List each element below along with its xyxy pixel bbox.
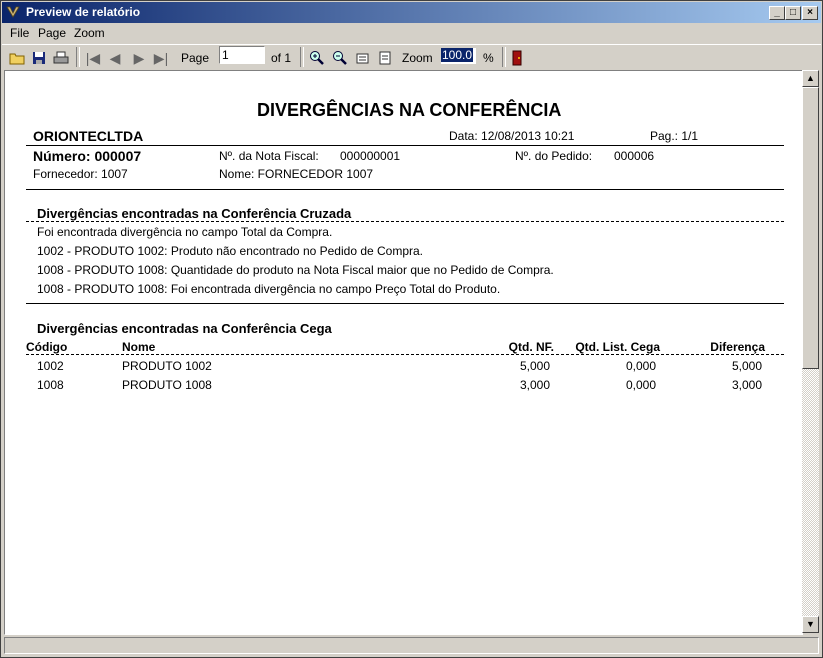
cell-qty-nf: 5,000 [519, 359, 550, 373]
menu-bar [2, 24, 821, 43]
toolbar-separator [76, 47, 80, 67]
header-rule [26, 145, 784, 146]
close-button[interactable]: × [802, 6, 818, 20]
zoom-value: 100.0 [442, 48, 473, 62]
fit-page-icon[interactable] [376, 49, 394, 67]
cross-check-line: 1002 - PRODUTO 1002: Produto não encontrado no Pedido de Compra. [37, 244, 424, 258]
zoom-input[interactable] [441, 48, 476, 64]
maximize-button[interactable]: □ [785, 6, 801, 20]
minimize-button[interactable]: _ [769, 6, 785, 20]
scroll-thumb[interactable] [802, 87, 819, 369]
section-rule [26, 189, 784, 190]
section-rule [26, 303, 784, 304]
page-count-label: of 1 [271, 51, 292, 65]
zoom-in-icon[interactable] [308, 49, 326, 67]
status-bar [4, 637, 819, 654]
company-name: ORIONTECLTDA [33, 128, 144, 144]
save-icon[interactable] [30, 49, 48, 67]
order-number-label: Nº. do Pedido: [515, 149, 593, 163]
column-header-difference: Diferença [710, 340, 765, 354]
next-page-icon[interactable]: ▶ [133, 49, 145, 66]
title-bar[interactable] [2, 2, 821, 23]
toolbar [2, 44, 821, 71]
toolbar-separator [502, 47, 506, 67]
zoom-label: Zoom [402, 51, 433, 65]
menu-page[interactable]: Page [38, 26, 67, 40]
invoice-number-label: Nº. da Nota Fiscal: [219, 149, 319, 163]
supplier-name: Nome: FORNECEDOR 1007 [219, 167, 374, 181]
table-header-dash-rule [26, 354, 784, 355]
cross-check-line: 1008 - PRODUTO 1008: Quantidade do produto na Nota Fiscal maior que no Pedido de Compra. [37, 263, 554, 277]
invoice-number-value: 000000001 [340, 149, 401, 163]
window-title: Preview de relatório [26, 5, 141, 19]
cell-code: 1002 [37, 359, 64, 373]
scroll-down-icon[interactable]: ▼ [802, 616, 819, 633]
cell-name: PRODUTO 1002 [122, 359, 212, 373]
page-number-input[interactable]: 1 [219, 46, 265, 64]
cell-qty-blind: 0,000 [625, 359, 656, 373]
menu-file[interactable]: File [10, 26, 30, 40]
cross-check-line: Foi encontrada divergência no campo Total da Compra. [37, 225, 333, 239]
fit-width-icon[interactable] [354, 49, 372, 67]
cell-difference: 3,000 [731, 378, 762, 392]
exit-door-icon[interactable] [508, 49, 526, 67]
page-label: Page [181, 51, 210, 65]
zoom-out-icon[interactable] [331, 49, 349, 67]
document-number: Número: 000007 [33, 148, 142, 164]
report-page-number: Pag.: 1/1 [650, 129, 699, 143]
toolbar-separator [300, 47, 304, 67]
last-page-icon[interactable]: ▶| [153, 49, 169, 66]
section-dash-rule [26, 221, 784, 222]
scroll-up-icon[interactable]: ▲ [802, 70, 819, 87]
cell-difference: 5,000 [731, 359, 762, 373]
cross-check-line: 1008 - PRODUTO 1008: Foi encontrada divergência no campo Preço Total do Produto. [37, 282, 501, 296]
zoom-percent-label: % [483, 51, 494, 65]
cell-qty-nf: 3,000 [519, 378, 550, 392]
order-number-value: 000006 [614, 149, 655, 163]
print-icon[interactable] [52, 49, 70, 67]
open-folder-icon[interactable] [8, 49, 26, 67]
menu-zoom[interactable]: Zoom [74, 26, 105, 40]
report-title: DIVERGÊNCIAS NA CONFERÊNCIA [257, 100, 562, 120]
app-icon [6, 5, 20, 19]
cell-code: 1008 [37, 378, 64, 392]
report-date: Data: 12/08/2013 10:21 [449, 129, 575, 143]
previous-page-icon[interactable]: ◀ [109, 49, 121, 66]
cell-qty-blind: 0,000 [625, 378, 656, 392]
blind-check-section-title: Divergências encontradas na Conferência Cega [37, 321, 332, 336]
cross-check-section-title: Divergências encontradas na Conferência Cruzada [37, 206, 352, 221]
supplier-code: Fornecedor: 1007 [33, 167, 128, 181]
report-canvas [4, 70, 798, 564]
column-header-code: Código [26, 340, 68, 354]
report-page[interactable] [4, 70, 803, 635]
vertical-scrollbar[interactable] [802, 70, 819, 633]
column-header-name: Nome [122, 340, 156, 354]
column-header-qty-blind: Qtd. List. Cega [575, 340, 660, 354]
column-header-qty-nf: Qtd. NF. [508, 340, 554, 354]
cell-name: PRODUTO 1008 [122, 378, 212, 392]
first-page-icon[interactable]: |◀ [85, 49, 101, 66]
